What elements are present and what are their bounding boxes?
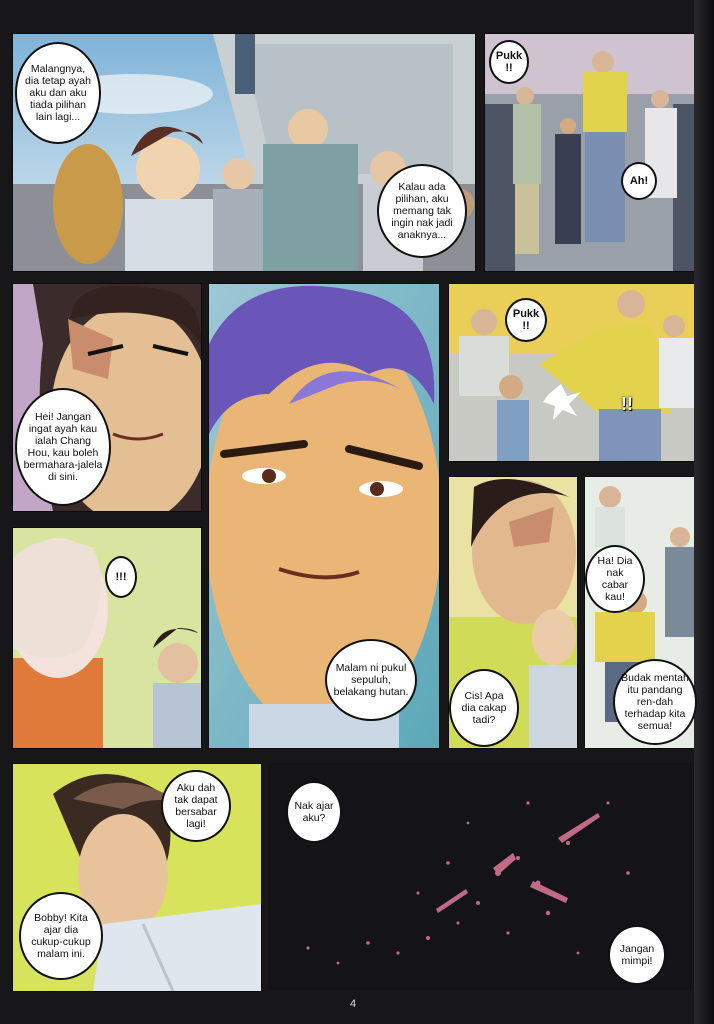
speech-bubble: Nak ajar aku? <box>286 781 342 843</box>
panel-4 <box>208 283 440 749</box>
speech-bubble: Jangan mimpi! <box>608 925 666 985</box>
panel-10 <box>268 763 696 990</box>
panel-3 <box>12 283 202 512</box>
sfx-text: !! <box>621 394 633 414</box>
speech-bubble: Bobby! Kita ajar dia cukup-cukup malam ini. <box>19 892 103 980</box>
panel-8 <box>584 476 698 749</box>
page-spine <box>694 0 714 1024</box>
speech-bubble: Budak mentah itu pandang ren-dah terhadap kita semua! <box>613 659 697 745</box>
panel-1 <box>12 33 476 272</box>
page-number: 4 <box>350 998 357 1010</box>
panel-2 <box>484 33 698 272</box>
sfx-bubble: Pukk !! <box>505 298 547 342</box>
speech-bubble: Aku dah tak dapat bersabar lagi! <box>161 770 231 842</box>
speech-bubble: Kalau ada pilihan, aku memang tak ingin nak jadi anaknya... <box>377 164 467 258</box>
speech-bubble: Ha! Dia nak cabar kau! <box>585 545 645 613</box>
sfx-bubble: !!! <box>105 556 137 598</box>
panel-6-art <box>13 528 201 748</box>
speech-bubble: Hei! Jangan ingat ayah kau ialah Chang Hou, kau boleh bermahara-jalela di sini. <box>15 388 111 506</box>
panel-6 <box>12 527 202 749</box>
sfx-bubble: Pukk !! <box>489 40 529 84</box>
panel-5 <box>448 283 698 462</box>
panel-9 <box>12 763 262 992</box>
speech-bubble: Malam ni pukul sepuluh, belakang hutan. <box>325 639 417 721</box>
sfx-bubble: Ah! <box>621 162 657 200</box>
panel-5-art <box>449 284 697 461</box>
speech-bubble: Cis! Apa dia cakap tadi? <box>449 669 519 747</box>
speech-bubble: Malangnya, dia tetap ayah aku dan aku tiada pilihan lain lagi... <box>15 42 101 144</box>
panel-7 <box>448 476 578 749</box>
